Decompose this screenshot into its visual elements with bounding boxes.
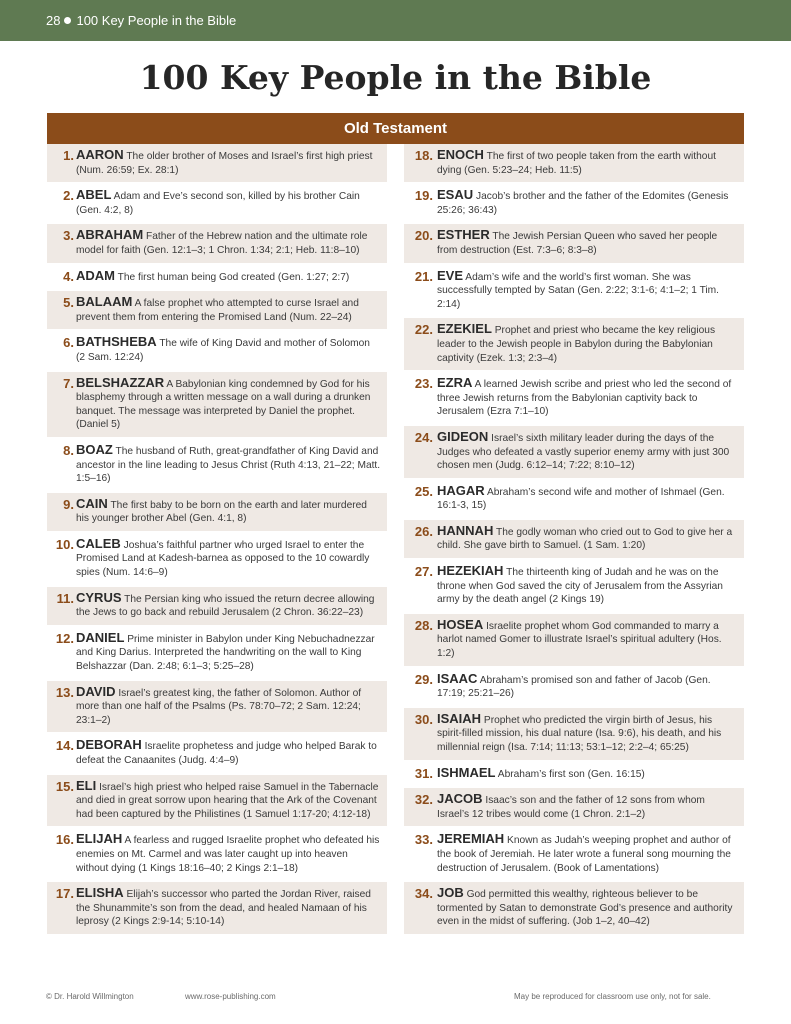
person-description: Israelite prophet whom God commanded to marry a harlot named Gomer to illustrate Israel’s spiritual adultery (Hos. 1:2) [437, 620, 722, 660]
entry-number: 14. [55, 738, 74, 754]
person-description: Abraham’s promised son and father of Jacob (Gen. 17:19; 25:21–26) [437, 674, 711, 700]
entry-number: 26. [414, 523, 433, 539]
entry-number: 1. [63, 148, 74, 163]
entry-number: 13. [55, 684, 74, 700]
person-description: Abraham’s first son (Gen. 16:15) [497, 768, 645, 780]
entry-number: 15. [55, 778, 74, 794]
person-description: A fearless and rugged Israelite prophet who defeated his enemies on Mt. Carmel and was later caught up into heaven without dying (1 Kings 18:16–40; 2 Kings 2:1–18) [76, 835, 380, 874]
person-description: Joshua’s faithful partner who urged Israel to enter the Promised Land at Kadesh-barnea as opposed to the 10 cowardly spies (Num. 14:6–9) [76, 539, 370, 579]
entry-number: 10. [55, 536, 74, 552]
person-description: The Jewish Persian Queen who saved her people from destruction (Est. 7:3–6; 8:3–8) [437, 231, 718, 256]
person-name: BOAZ [76, 441, 113, 457]
person-entry [47, 224, 387, 264]
person-description: The older brother of Moses and Israel’s first high priest (Num. 26:59; Ex. 28:1) [76, 151, 373, 176]
person-description: Prophet and priest who became the key religious leader to the Jewish people in Babylon during the Babylonian captivity (Ezek. 1:3; 2:3–4) [437, 325, 716, 364]
person-name: DAVID [76, 683, 116, 699]
person-description: Israelite prophetess and judge who helped Barak to defeat the Canaanites (Judg. 4:4–9) [76, 741, 377, 766]
person-entry [47, 627, 387, 681]
person-description: Adam’s wife and the world’s first woman. She was successfully tempted by Satan (Gen. 2:22; 3:1-6; 4:1–2; 1 Tim. 2:14) [437, 271, 720, 310]
person-name: BALAAM [76, 294, 133, 310]
person-name: CALEB [76, 535, 121, 551]
person-description: Israel’s high priest who helped raise Samuel in the Tabernacle and died in great sorrow upon hearing that the Ark of the Covenant had been captured by the Philistines (1 Samuel 1:17-20; 4:12-18) [76, 781, 379, 820]
person-description: The husband of Ruth, great-grandfather of King David and ancestor in the line leading to Jesus Christ (Ruth 4:13, 21–22; Matt. 1:5–16) [76, 445, 381, 485]
person-description: The first human being God created (Gen. 1:27; 2:7) [117, 271, 350, 283]
person-description: A learned Jewish scribe and priest who led the second of three Jewish returns from the Babylonian captivity back to Jerusalem (Ezra 7:1–10) [437, 379, 732, 418]
person-description: Israel’s greatest king, the father of Solomon. Author of more than one half of the Psalms (Ps. 78:70–72; 2 Sam. 12:24; 23:1–2) [76, 687, 362, 726]
person-description: The Persian king who issued the return decree allowing the Jews to go back and rebuild Jerusalem (2 Chron. 36:22–23) [76, 593, 375, 619]
person-name: ESAU [437, 187, 474, 203]
person-entry [47, 775, 387, 829]
entry-number: 20. [414, 228, 433, 244]
person-description: A false prophet who attempted to curse Israel and prevent them from entering the Promised Land (Num. 22–24) [76, 298, 359, 323]
entry-number: 7. [63, 375, 74, 391]
person-name: ISAIAH [437, 710, 482, 726]
person-description: The thirteenth king of Judah and he was on the throne when God saved the city of Jerusalem from the Assyrian army by the death angel (2 Kings 19) [437, 567, 723, 606]
person-name: JOB [437, 885, 464, 901]
person-name: GIDEON [437, 428, 489, 444]
person-name: BELSHAZZAR [76, 374, 165, 390]
person-description: The first baby to be born on the earth and later murdered his younger brother Abel (Gen. 4:1, 8) [76, 499, 367, 525]
person-name: CAIN [76, 495, 108, 511]
person-name: EZRA [437, 375, 473, 391]
person-description: Isaac’s son and the father of 12 sons from whom Israel’s 12 tribes would come (1 Chron. 2:1–2) [437, 795, 705, 820]
person-name: JACOB [437, 791, 483, 807]
person-entry [404, 144, 744, 184]
person-name: AARON [76, 147, 124, 162]
person-entry [404, 614, 744, 668]
person-entry [404, 318, 744, 372]
person-description: Jacob’s brother and the father of the Edomites (Genesis 25:26; 36:43) [437, 191, 729, 216]
person-name: ISHMAEL [437, 764, 496, 780]
person-name: ADAM [76, 267, 115, 283]
person-description: The wife of King David and mother of Solomon (2 Sam. 12:24) [76, 338, 370, 363]
entry-number: 12. [55, 630, 74, 646]
entry-number: 29. [414, 671, 433, 687]
person-description: Known as Judah’s weeping prophet and author of the book of Jeremiah. He later wrote a funeral song mourning the destruction of Jerusalem. (Book of Lamentations) [437, 835, 731, 874]
person-name: CYRUS [76, 589, 122, 605]
person-entry [404, 372, 744, 426]
entry-number: 17. [55, 886, 74, 902]
person-name: ABRAHAM [76, 227, 144, 243]
entry-number: 25. [414, 483, 433, 499]
running-header [0, 0, 791, 41]
entry-number: 31. [414, 765, 433, 781]
entry-number: 21. [414, 268, 433, 284]
person-description: Elijah’s successor who parted the Jordan River, raised the Shunammite’s son from the dead, and healed Namaan of his leprosy (2 Kings 2:9-14; 5:10-14) [76, 889, 371, 928]
person-description: God permitted this wealthy, righteous believer to be tormented by Satan to demonstrate God’s presence and authority even in the midst of suffering. (Job 1–2, 40–42) [437, 889, 733, 928]
person-entry [404, 265, 744, 319]
person-name: ELI [76, 777, 97, 793]
person-description: Father of the Hebrew nation and the ultimate role model for faith (Gen. 12:1–3; 1 Chron. 1:34; 2:1; Heb. 11:8–10) [76, 231, 368, 256]
entry-number: 33. [414, 832, 433, 848]
person-entry [47, 331, 387, 371]
person-name: JEREMIAH [437, 831, 505, 847]
person-entry [47, 372, 387, 439]
person-entry [404, 762, 744, 789]
person-description: Abraham’s second wife and mother of Ishmael (Gen. 16:1-3, 15) [437, 486, 725, 512]
person-description: Israel’s sixth military leader during the days of the Judges who defeated a vastly superior enemy army with just 300 chosen men (Judg. 6:12–14; 7:22; 8:10–12) [437, 432, 730, 472]
entry-number: 24. [414, 429, 433, 445]
entry-number: 18. [414, 148, 433, 163]
person-name: ELISHA [76, 885, 124, 901]
left-column [47, 144, 387, 936]
person-description: Adam and Eve’s second son, killed by his brother Cain (Gen. 4:2, 8) [76, 191, 360, 216]
entry-number: 27. [414, 564, 433, 580]
person-name: HEZEKIAH [437, 563, 504, 579]
entry-number: 6. [63, 335, 74, 351]
person-entry [47, 681, 387, 735]
person-entry [47, 882, 387, 936]
entry-number: 23. [414, 376, 433, 392]
person-entry [404, 184, 744, 224]
person-entry [47, 533, 387, 587]
person-entry [404, 828, 744, 882]
entry-number: 22. [414, 322, 433, 338]
person-name: ENOCH [437, 147, 484, 162]
entry-number: 4. [63, 268, 74, 284]
person-entry [47, 439, 387, 493]
person-entry [404, 668, 744, 708]
section-header: Old Testament [47, 113, 744, 144]
entry-number: 30. [414, 711, 433, 727]
person-entry [404, 520, 744, 560]
entry-number: 9. [63, 496, 74, 512]
person-name: ELIJAH [76, 831, 123, 847]
right-column [404, 144, 744, 936]
person-description: Prophet who predicted the virgin birth of Jesus, his spirit-filled mission, his dual nature (Isa. 9:6), his death, and his millennial reign (Isa. 7:14; 11:13; 53:1–12; 2:2–4; 65:25) [437, 714, 722, 753]
person-entry [47, 828, 387, 882]
page-number: 28 [46, 13, 61, 28]
bullet-dot-icon [64, 17, 71, 24]
page-footer [0, 992, 791, 1006]
person-description: The first of two people taken from the earth without dying (Gen. 5:23–24; Heb. 11:5) [437, 151, 716, 176]
entry-number: 5. [63, 295, 74, 311]
running-title: 100 Key People in the Bible [76, 13, 237, 28]
entry-number: 2. [63, 188, 74, 204]
person-name: ABEL [76, 187, 112, 203]
person-name: ISAAC [437, 670, 478, 686]
entry-number: 34. [414, 886, 433, 902]
person-entry [404, 788, 744, 828]
entry-number: 19. [414, 188, 433, 204]
person-entry [404, 560, 744, 614]
entry-number: 11. [56, 590, 74, 606]
person-entry [47, 493, 387, 533]
person-description: The godly woman who cried out to God to give her a child. She gave birth to Samuel. (1 Sam. 1:20) [437, 526, 733, 552]
person-description: Prime minister in Babylon under King Nebuchadnezzar and King Darius. Interpreted the handwriting on the wall to King Belshazzar (Dan. 2:48; 6:1–3; 5:25–28) [76, 633, 375, 673]
person-entry [404, 224, 744, 264]
footer-copyright: © Dr. Harold Willmington [46, 992, 134, 1001]
person-entry [47, 734, 387, 774]
person-description: A Babylonian king condemned by God for his blasphemy through a written message on a wall during a drunken banquet. The message was interpreted by Daniel the prophet. (Daniel 5) [76, 378, 371, 431]
person-entry [47, 291, 387, 331]
person-entry [404, 426, 744, 480]
person-name: DEBORAH [76, 737, 142, 753]
page-title: 100 Key People in the Bible [139, 58, 652, 97]
person-name: HAGAR [437, 482, 485, 498]
entry-number: 16. [55, 832, 74, 848]
person-entry [404, 708, 744, 762]
person-name: BATHSHEBA [76, 334, 157, 350]
person-name: DANIEL [76, 629, 125, 645]
entry-number: 32. [414, 792, 433, 808]
person-entry [404, 882, 744, 936]
person-name: HOSEA [437, 616, 484, 632]
entry-number: 8. [63, 442, 74, 458]
person-entry [47, 587, 387, 627]
person-name: HANNAH [437, 522, 494, 538]
person-entry [47, 184, 387, 224]
person-name: EVE [437, 267, 464, 283]
person-name: ESTHER [437, 227, 490, 243]
entry-number: 3. [63, 228, 74, 244]
entry-number: 28. [414, 617, 433, 633]
person-name: EZEKIEL [437, 321, 492, 337]
person-entry [404, 480, 744, 520]
footer-website[interactable]: www.rose-publishing.com [185, 992, 276, 1001]
footer-notice: May be reproduced for classroom use only, not for sale. [514, 992, 711, 1001]
person-entry [47, 265, 387, 292]
person-entry [47, 144, 387, 184]
